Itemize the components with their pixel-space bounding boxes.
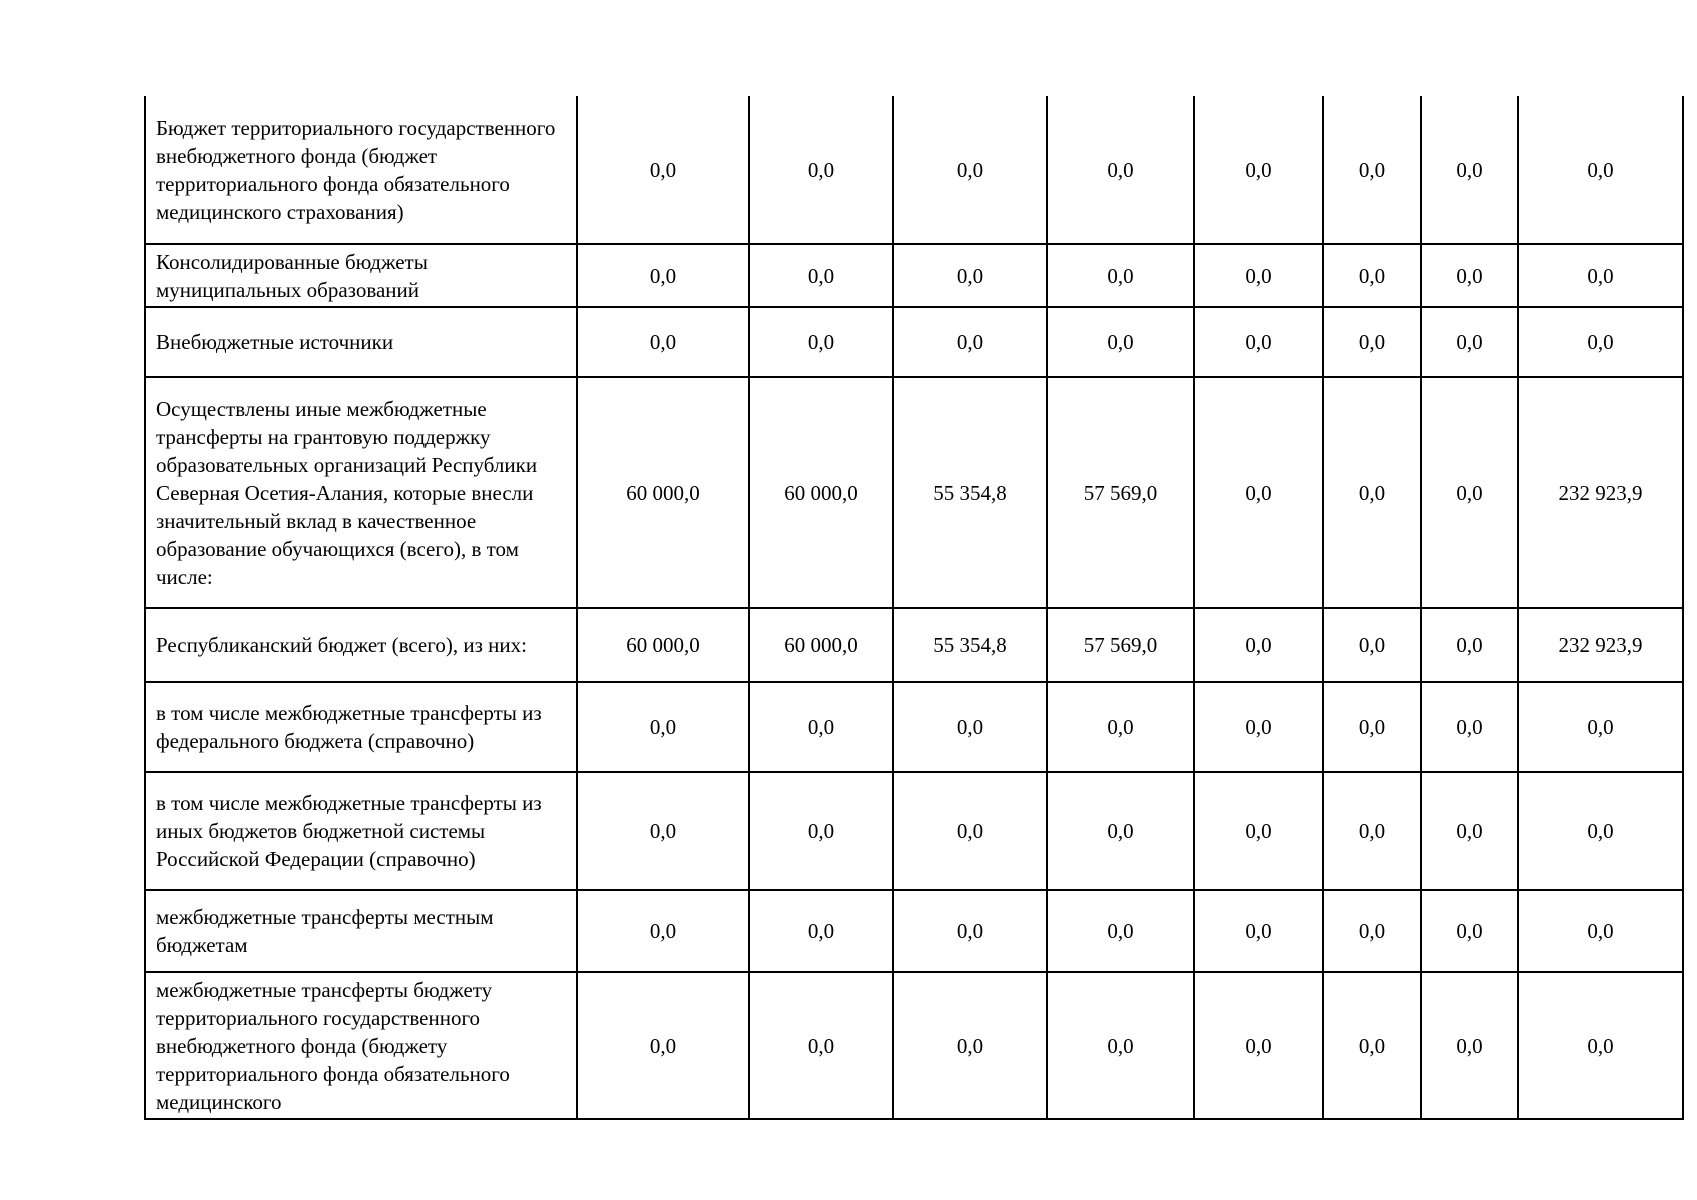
value-cell: 0,0 bbox=[893, 972, 1047, 1119]
value-cell: 0,0 bbox=[749, 244, 893, 307]
table-row bbox=[145, 972, 1683, 1119]
row-label: Бюджет территориального государственного внебюджетного фонда (бюджет территориального фонда обязательного медицинского страхования) bbox=[145, 96, 577, 244]
value-cell: 0,0 bbox=[1518, 96, 1683, 244]
value-cell: 0,0 bbox=[577, 682, 749, 772]
value-cell: 0,0 bbox=[893, 772, 1047, 890]
value-cell: 0,0 bbox=[1421, 972, 1518, 1119]
budget-table bbox=[144, 96, 1684, 1120]
value-cell: 0,0 bbox=[1194, 608, 1323, 682]
value-cell: 0,0 bbox=[1047, 682, 1194, 772]
value-cell: 0,0 bbox=[1047, 972, 1194, 1119]
value-cell: 60 000,0 bbox=[577, 377, 749, 608]
value-cell: 0,0 bbox=[749, 772, 893, 890]
value-cell: 0,0 bbox=[1323, 682, 1421, 772]
value-cell: 55 354,8 bbox=[893, 608, 1047, 682]
value-cell: 0,0 bbox=[1047, 96, 1194, 244]
value-cell: 0,0 bbox=[1323, 772, 1421, 890]
value-cell: 0,0 bbox=[1194, 772, 1323, 890]
value-cell: 0,0 bbox=[577, 96, 749, 244]
value-cell: 0,0 bbox=[1194, 244, 1323, 307]
value-cell: 0,0 bbox=[1518, 682, 1683, 772]
value-cell: 0,0 bbox=[1518, 890, 1683, 972]
row-label: межбюджетные трансферты бюджету территориального государственного внебюджетного фонда (бюджету территориального фонда обязательного медицинского bbox=[145, 972, 577, 1119]
value-cell: 0,0 bbox=[1323, 608, 1421, 682]
value-cell: 0,0 bbox=[1047, 307, 1194, 377]
table-row bbox=[145, 307, 1683, 377]
row-label: Республиканский бюджет (всего), из них: bbox=[145, 608, 577, 682]
value-cell: 0,0 bbox=[1518, 244, 1683, 307]
value-cell: 0,0 bbox=[1421, 377, 1518, 608]
value-cell: 0,0 bbox=[1194, 307, 1323, 377]
value-cell: 0,0 bbox=[1194, 96, 1323, 244]
value-cell: 0,0 bbox=[1047, 244, 1194, 307]
table-row bbox=[145, 608, 1683, 682]
value-cell: 0,0 bbox=[1323, 307, 1421, 377]
value-cell: 0,0 bbox=[577, 244, 749, 307]
value-cell: 0,0 bbox=[1194, 377, 1323, 608]
value-cell: 0,0 bbox=[893, 96, 1047, 244]
value-cell: 0,0 bbox=[1323, 244, 1421, 307]
value-cell: 0,0 bbox=[1194, 972, 1323, 1119]
value-cell: 0,0 bbox=[1323, 96, 1421, 244]
value-cell: 57 569,0 bbox=[1047, 608, 1194, 682]
table-row bbox=[145, 682, 1683, 772]
table-row bbox=[145, 244, 1683, 307]
value-cell: 0,0 bbox=[1323, 890, 1421, 972]
row-label: Осуществлены иные межбюджетные трансферты на грантовую поддержку образовательных организаций Республики Северная Осетия-Алания, которые внесли значительный вклад в качественное образование обучающихся (всего), в том числе: bbox=[145, 377, 577, 608]
value-cell: 0,0 bbox=[1421, 307, 1518, 377]
row-label: в том числе межбюджетные трансферты из федерального бюджета (справочно) bbox=[145, 682, 577, 772]
value-cell: 0,0 bbox=[1421, 772, 1518, 890]
row-label: Консолидированные бюджеты муниципальных образований bbox=[145, 244, 577, 307]
value-cell: 0,0 bbox=[1323, 377, 1421, 608]
value-cell: 0,0 bbox=[577, 772, 749, 890]
value-cell: 0,0 bbox=[577, 890, 749, 972]
value-cell: 0,0 bbox=[1518, 307, 1683, 377]
value-cell: 0,0 bbox=[577, 307, 749, 377]
value-cell: 0,0 bbox=[1323, 972, 1421, 1119]
value-cell: 232 923,9 bbox=[1518, 377, 1683, 608]
value-cell: 0,0 bbox=[1421, 890, 1518, 972]
value-cell: 0,0 bbox=[1047, 890, 1194, 972]
table-row bbox=[145, 96, 1683, 244]
table-row bbox=[145, 772, 1683, 890]
value-cell: 0,0 bbox=[749, 890, 893, 972]
value-cell: 0,0 bbox=[749, 307, 893, 377]
value-cell: 57 569,0 bbox=[1047, 377, 1194, 608]
value-cell: 0,0 bbox=[577, 972, 749, 1119]
row-label: межбюджетные трансферты местным бюджетам bbox=[145, 890, 577, 972]
row-label: в том числе межбюджетные трансферты из иных бюджетов бюджетной системы Российской Федерации (справочно) bbox=[145, 772, 577, 890]
row-label: Внебюджетные источники bbox=[145, 307, 577, 377]
value-cell: 55 354,8 bbox=[893, 377, 1047, 608]
value-cell: 0,0 bbox=[1518, 972, 1683, 1119]
value-cell: 0,0 bbox=[1421, 96, 1518, 244]
value-cell: 60 000,0 bbox=[577, 608, 749, 682]
value-cell: 0,0 bbox=[749, 972, 893, 1119]
table-row bbox=[145, 890, 1683, 972]
value-cell: 0,0 bbox=[1421, 244, 1518, 307]
value-cell: 0,0 bbox=[893, 244, 1047, 307]
value-cell: 0,0 bbox=[1194, 890, 1323, 972]
value-cell: 0,0 bbox=[749, 682, 893, 772]
table-row bbox=[145, 377, 1683, 608]
value-cell: 60 000,0 bbox=[749, 608, 893, 682]
value-cell: 0,0 bbox=[1421, 608, 1518, 682]
value-cell: 60 000,0 bbox=[749, 377, 893, 608]
value-cell: 0,0 bbox=[749, 96, 893, 244]
value-cell: 0,0 bbox=[1518, 772, 1683, 890]
value-cell: 0,0 bbox=[893, 682, 1047, 772]
value-cell: 0,0 bbox=[893, 890, 1047, 972]
value-cell: 0,0 bbox=[1421, 682, 1518, 772]
value-cell: 0,0 bbox=[893, 307, 1047, 377]
value-cell: 0,0 bbox=[1047, 772, 1194, 890]
value-cell: 0,0 bbox=[1194, 682, 1323, 772]
value-cell: 232 923,9 bbox=[1518, 608, 1683, 682]
